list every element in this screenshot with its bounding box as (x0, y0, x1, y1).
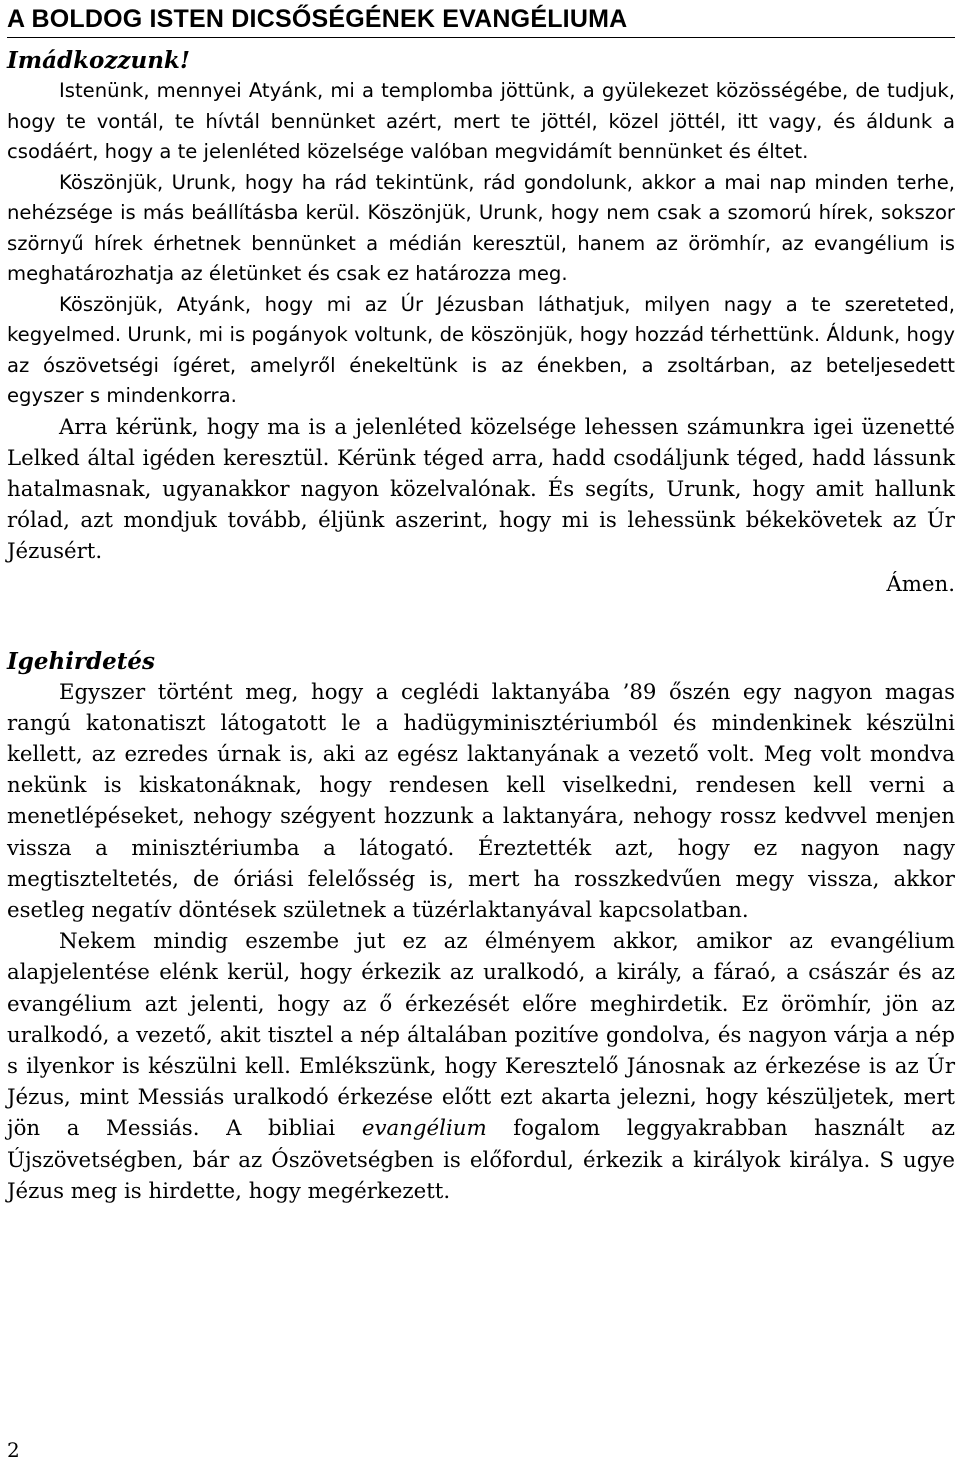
sermon-paragraph: Egyszer történt meg, hogy a ceglédi laktanyába ’89 őszén egy nagyon magas rangú katonatiszt látogatott le a hadügyminisztériumból és mindenkinek készülni kellett, az ezredes úrnak is, aki az egész laktanyának a vezető volt. Meg volt mondva nekünk is kiskatonáknak, hogy rendesen kell viselkedni, rendesen kell verni a menetlépéseket, nehogy szégyent hozzunk a laktanyára, nehogy rossz kedvvel menjen vissza a minisztériumba a látogató. Éreztették azt, hogy ez nagyon nagy megtiszteltetés, de óriási felelősség is, mert ha rosszkedvűen megy vissza, akkor esetleg negatív döntések születnek a tüzérlaktanyával kapcsolatban. (7, 679, 955, 923)
page-number: 2 (7, 1438, 20, 1462)
sermon-italic-term: evangélium (361, 1116, 487, 1142)
prayer-heading: Imádkozzunk! (7, 47, 190, 74)
sermon-paragraph (7, 926, 955, 1207)
document-title: A BOLDOG ISTEN DICSŐSÉGÉNEK EVANGÉLIUMA (7, 0, 955, 38)
prayer-closing: Ámen. (886, 571, 955, 597)
sermon-heading: Igehirdetés (7, 647, 155, 675)
prayer-paragraph: Köszönjük, Atyánk, hogy mi az Úr Jézusban láthatjuk, milyen nagy a te szereteted, kegyelmed. Urunk, mi is pogányok voltunk, de köszönjük, hogy hozzád térhettünk. Áldunk, hogy az ószövetségi ígéret, amelyről énekeltünk is az énekben, a zsoltárban, az beteljesedett egyszer s mindenkorra. (7, 292, 955, 407)
sermon-text: Nekem mindig eszembe jut ez az élményem akkor, amikor az evangélium alapjelentése elénk kerül, hogy érkezik az uralkodó, a király, a fáraó, a császár és az evangélium azt jelenti, hogy az ő érkezését előre meghirdetik. Ez örömhír, jön az uralkodó, a vezető, akit tisztel a nép általában pozitíve gondolva, és nagyon várja a nép s ilyenkor is készülni kell. Emlékszünk, hogy Keresztelő Jánosnak az érkezése is az Úr Jézus, mint Messiás uralkodó érkezése előtt ezt akarta jelezni, hogy készüljetek, mert jön a Messiás. A bibliai (7, 929, 955, 1142)
document-page (7, 0, 955, 1207)
prayer-section (7, 76, 955, 412)
prayer-paragraph: Arra kérünk, hogy ma is a jelenléted közelsége lehessen számunkra igei üzenetté Lelked által igéden keresztül. Kérünk téged arra, hadd csodáljunk téged, hadd lássunk hatalmasnak, ugyanakkor nagyon közelvalónak. És segíts, Urunk, hogy amit hallunk rólad, azt mondjuk tovább, éljünk aszerint, hogy mi is lehessünk békekövetek az Úr Jézusért. (7, 414, 955, 565)
prayer-paragraph: Istenünk, mennyei Atyánk, mi a templomba jöttünk, a gyülekezet közösségébe, de tudjuk, hogy te vontál, te hívtál bennünket azért, mert te jöttél, közel jöttél, itt vagy, és áldunk a csodáért, hogy a te jelenléted közelsége valóban megvidámít bennünket és éltet. (7, 79, 955, 163)
sermon-text: fogalom leggyakrabban használt az Újszövetségben, bár az Ószövetségben is előfordul, érkezik a királyok királya. S ugye Jézus meg is hirdette, hogy megérkezett. (7, 1116, 956, 1204)
prayer-paragraph: Köszönjük, Urunk, hogy ha rád tekintünk, rád gondolunk, akkor a mai nap minden terhe, nehézsége is más beállításba kerül. Köszönjük, Urunk, hogy nem csak a szomorú hírek, sokszor szörnyű hírek érhetnek bennünket a médián keresztül, hanem az örömhír, az evangélium is meghatározhatja az életünket és csak ez határozza meg. (7, 170, 955, 285)
